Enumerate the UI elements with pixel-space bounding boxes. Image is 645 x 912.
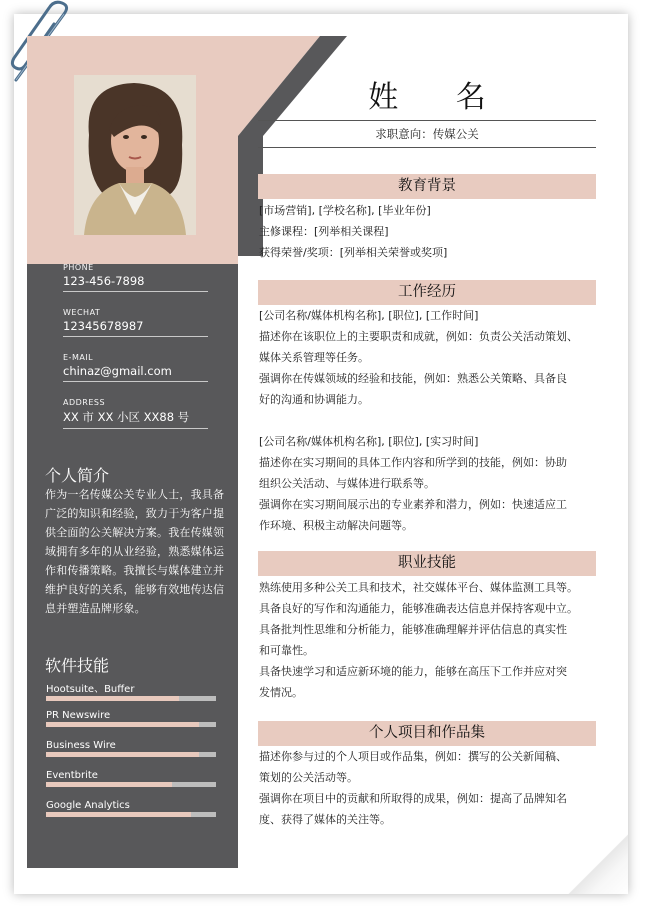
projects-line: 描述你参与过的个人项目或作品集，例如：撰写的公关新闻稿、	[259, 750, 567, 763]
skill-bar	[46, 696, 216, 701]
profile-line: 域拥有多年的从业经验，熟悉媒体运	[45, 545, 225, 558]
work-line: 媒体关系管理等任务。	[259, 351, 369, 364]
work-line: 作环境、积极主动解决问题等。	[259, 519, 413, 532]
work-line: 强调你在实习期间展示出的专业素养和潜力，例如：快速适应工	[259, 498, 567, 511]
profile-line: 广泛的知识和经验，致力于为客户提	[45, 507, 225, 520]
skill-bar	[46, 752, 216, 757]
profile-line: 维护良好的关系，能够有效地传达信	[45, 583, 225, 596]
work-line: 描述你在该职位上的主要职责和成就，例如：负责公关活动策划、	[259, 330, 578, 343]
skills-line: 和可靠性。	[259, 644, 314, 657]
software-skill	[46, 680, 216, 701]
projects-body	[259, 746, 599, 830]
software-skill-name: PR Newswire	[46, 710, 111, 721]
education-body	[259, 200, 599, 263]
software-skill-name: Google Analytics	[46, 800, 130, 811]
skill-bar	[46, 722, 216, 727]
skills-line: 具备良好的写作和沟通能力，能够准确表达信息并保持客观中立。	[259, 602, 578, 615]
skills-heading: 职业技能	[258, 551, 596, 576]
projects-heading: 个人项目和作品集	[258, 721, 596, 746]
contact-label: WECHAT	[63, 308, 101, 317]
contact-label: E-MAIL	[63, 353, 94, 362]
skill-bar	[46, 812, 216, 817]
candidate-name: 姓 名	[368, 80, 510, 115]
profile-line: 作和传播策略。我擅长与媒体建立并	[45, 564, 225, 577]
work-line: 描述你在实习期间的具体工作内容和所学到的技能，例如：协助	[259, 456, 567, 469]
skill-bar-fill	[46, 722, 199, 727]
work-line: [公司名称/媒体机构名称], [职位], [工作时间]	[259, 309, 479, 322]
skills-line: 发情况。	[259, 686, 303, 699]
contact-phone	[63, 263, 208, 292]
work-line: 好的沟通和协调能力。	[259, 393, 369, 406]
projects-line: 度、获得了媒体的关注等。	[259, 813, 391, 826]
profile-photo	[74, 75, 196, 235]
software-skill	[46, 710, 216, 727]
profile-line: 供全面的公关解决方案。我在传媒领	[45, 526, 225, 539]
job-intention: 求职意向：传媒公关	[375, 127, 479, 141]
work-line: 组织公关活动、与媒体进行联系等。	[259, 477, 435, 490]
skills-line: 具备快速学习和适应新环境的能力，能够在高压下工作并应对突	[259, 665, 567, 678]
work-line: 强调你在传媒领域的经验和技能，例如：熟悉公关策略、具备良	[259, 372, 567, 385]
skills-body	[259, 577, 599, 703]
profile-line: 息并塑造品牌形象。	[45, 602, 146, 615]
divider	[258, 120, 596, 121]
page-curl	[568, 834, 628, 894]
software-skill	[46, 770, 216, 787]
software-heading: 软件技能	[45, 656, 110, 675]
work-line	[259, 410, 599, 431]
skills-line: 熟练使用多种公关工具和技术，社交媒体平台、媒体监测工具等。	[259, 581, 578, 594]
projects-line: 策划的公关活动等。	[259, 771, 358, 784]
contact-value: 123-456-7898	[63, 274, 208, 292]
divider	[258, 147, 596, 148]
software-skill-name: Eventbrite	[46, 770, 98, 781]
skill-bar-fill	[46, 696, 179, 701]
skill-bar-fill	[46, 752, 199, 757]
software-skill-name: Business Wire	[46, 740, 116, 751]
software-skill-name: Hootsuite、Buffer	[46, 684, 135, 695]
skills-line: 具备批判性思维和分析能力，能够准确理解并评估信息的真实性	[259, 623, 567, 636]
contact-address	[63, 398, 208, 429]
skill-bar-fill	[46, 812, 191, 817]
skill-bar	[46, 782, 216, 787]
education-heading: 教育背景	[258, 174, 596, 199]
contact-wechat	[63, 308, 208, 337]
contact-value: XX 市 XX 小区 XX88 号	[63, 409, 208, 429]
skill-bar-fill	[46, 782, 172, 787]
work-heading: 工作经历	[258, 280, 596, 305]
profile-text	[45, 485, 225, 618]
profile-heading: 个人简介	[45, 466, 110, 485]
education-line: [市场营销], [学校名称], [毕业年份]	[259, 204, 431, 217]
projects-line: 强调你在项目中的贡献和所取得的成果，例如：提高了品牌知名	[259, 792, 567, 805]
contact-label: ADDRESS	[63, 398, 106, 407]
contact-email	[63, 353, 208, 382]
contact-label: PHONE	[63, 263, 94, 272]
education-line: 获得荣誉/奖项：[列举相关荣誉或奖项]	[259, 246, 448, 259]
work-line: [公司名称/媒体机构名称], [职位], [实习时间]	[259, 435, 479, 448]
profile-line: 作为一名传媒公关专业人士，我具备	[45, 488, 225, 501]
contact-value: chinaz@gmail.com	[63, 364, 208, 382]
contact-value: 12345678987	[63, 319, 208, 337]
software-skill	[46, 740, 216, 757]
work-body	[259, 305, 599, 536]
software-skill	[46, 800, 216, 817]
education-line: 主修课程：[列举相关课程]	[259, 225, 389, 238]
